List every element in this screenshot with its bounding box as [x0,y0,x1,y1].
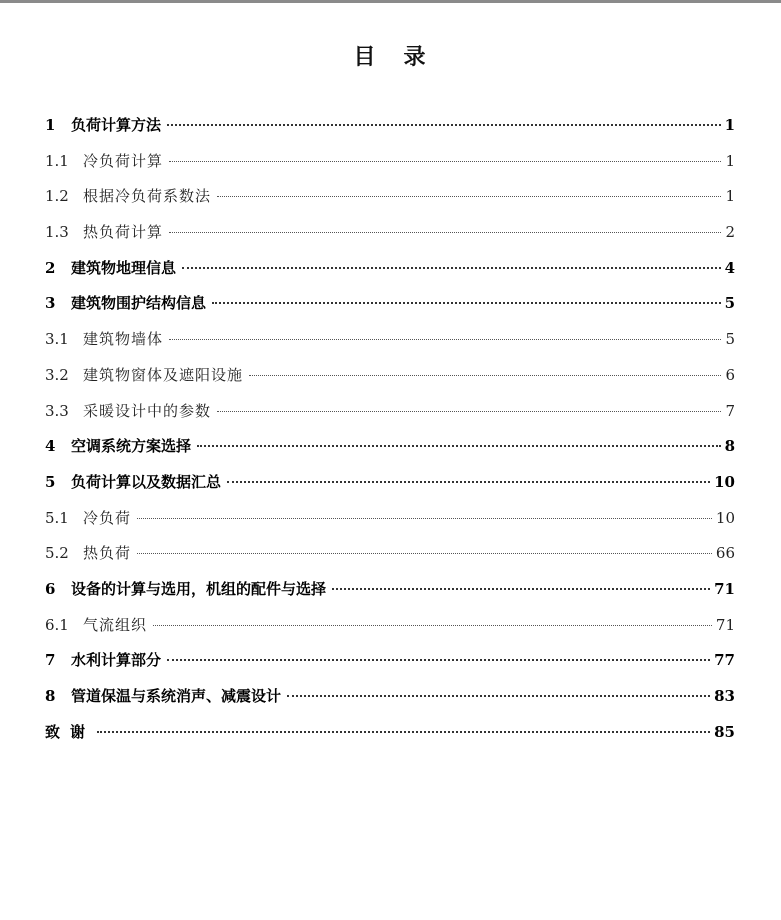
toc-entry[interactable] [45,179,735,215]
toc-entry-page: 77 [714,651,735,670]
toc-entry[interactable] [45,715,735,751]
toc-entry-label: 冷负荷计算 [83,151,164,170]
dot-leader [169,232,721,233]
toc-entry-number: 7 [45,651,56,670]
dot-leader [227,481,710,483]
toc-entry[interactable] [45,536,735,572]
toc-entry[interactable] [45,108,735,144]
toc-entry[interactable] [45,643,735,679]
toc-entry-label: 设备的计算与选用，机组的配件与选择 [71,579,327,598]
toc-entry-label: 建筑物围护结构信息 [71,294,207,313]
toc-entry[interactable] [45,144,735,180]
dot-leader [167,124,721,126]
dot-leader [217,411,721,412]
toc-entry-number: 1 [45,116,56,134]
toc-entry-page: 1 [725,151,735,170]
toc-entry-number: 3.1 [45,330,69,349]
toc-entry-label: 热负荷 [83,544,132,563]
toc-entry-page: 6 [725,365,735,384]
toc-entry-label: 空调系统方案选择 [71,437,192,456]
toc-entry-page: 71 [715,615,735,634]
title-char-2: 录 [403,44,428,70]
toc-entry[interactable] [45,286,735,322]
dot-leader [249,375,721,376]
toc-entry-number: 8 [45,687,56,705]
toc-entry[interactable] [45,322,735,358]
toc-entry-label: 负荷计算方法 [71,116,162,134]
dot-leader [169,339,721,340]
dot-leader [153,625,712,626]
toc-entry-number: 1.1 [45,151,69,170]
toc-entry-label: 水利计算部分 [71,651,162,670]
dot-leader [137,553,712,554]
title-char-1: 目 [353,44,378,70]
toc-entry-number: 4 [45,437,56,456]
dot-leader [182,267,721,269]
toc-entry-page: 66 [715,544,735,563]
toc-entry-label: 致谢 [45,722,96,741]
dot-leader [137,518,712,519]
dot-leader [332,588,710,590]
dot-leader [169,161,721,162]
toc-entry[interactable] [45,394,735,430]
toc-entry-number: 1.3 [45,223,69,242]
toc-entry-page: 1 [724,116,735,134]
toc-entry-number: 5 [45,472,56,491]
toc-entry-label: 管道保温与系统消声、减震设计 [71,687,282,705]
dot-leader [212,302,721,304]
toc-entry-number: 3.2 [45,365,69,384]
toc-entry-label: 气流组织 [83,615,148,634]
toc-entry-page: 85 [714,722,735,741]
toc-entry-page: 7 [725,401,735,420]
dot-leader [197,445,721,447]
toc-entry[interactable] [45,358,735,394]
toc-entry[interactable] [45,572,735,608]
toc-entry-number: 3.3 [45,401,69,420]
toc-entry-number: 1.2 [45,187,69,206]
table-of-contents [45,108,735,750]
toc-entry[interactable] [45,251,735,287]
toc-entry-number: 5.2 [45,544,69,563]
dot-leader [287,695,710,697]
toc-entry-number: 5.1 [45,508,69,527]
toc-entry-page: 10 [715,508,735,527]
dot-leader [167,659,710,661]
toc-entry-label: 建筑物窗体及遮阳设施 [83,365,244,384]
toc-entry-page: 10 [714,472,735,491]
toc-entry[interactable] [45,215,735,251]
toc-entry[interactable] [45,679,735,715]
toc-entry-page: 83 [714,687,735,705]
toc-entry-page: 4 [724,258,735,277]
page-title [0,40,781,71]
toc-entry-page: 71 [714,579,735,598]
toc-entry-page: 8 [724,437,735,456]
toc-entry[interactable] [45,501,735,537]
toc-entry[interactable] [45,608,735,644]
toc-entry-page: 5 [724,294,735,313]
dot-leader [217,196,721,197]
toc-entry-label: 根据冷负荷系数法 [83,187,212,206]
toc-entry[interactable] [45,429,735,465]
toc-entry[interactable] [45,465,735,501]
toc-entry-label: 采暖设计中的参数 [83,401,212,420]
toc-entry-page: 5 [725,330,735,349]
toc-entry-label: 建筑物墙体 [83,330,164,349]
toc-entry-label: 负荷计算以及数据汇总 [71,472,222,491]
toc-entry-number: 6.1 [45,615,69,634]
dot-leader [97,731,710,733]
toc-entry-page: 2 [725,223,735,242]
toc-entry-label: 建筑物地理信息 [71,258,177,277]
toc-entry-label: 热负荷计算 [83,223,164,242]
toc-entry-page: 1 [725,187,735,206]
toc-entry-number: 3 [45,294,56,313]
toc-entry-number: 2 [45,258,56,277]
toc-entry-label: 冷负荷 [83,508,132,527]
top-border [0,0,781,3]
toc-entry-number: 6 [45,579,56,598]
